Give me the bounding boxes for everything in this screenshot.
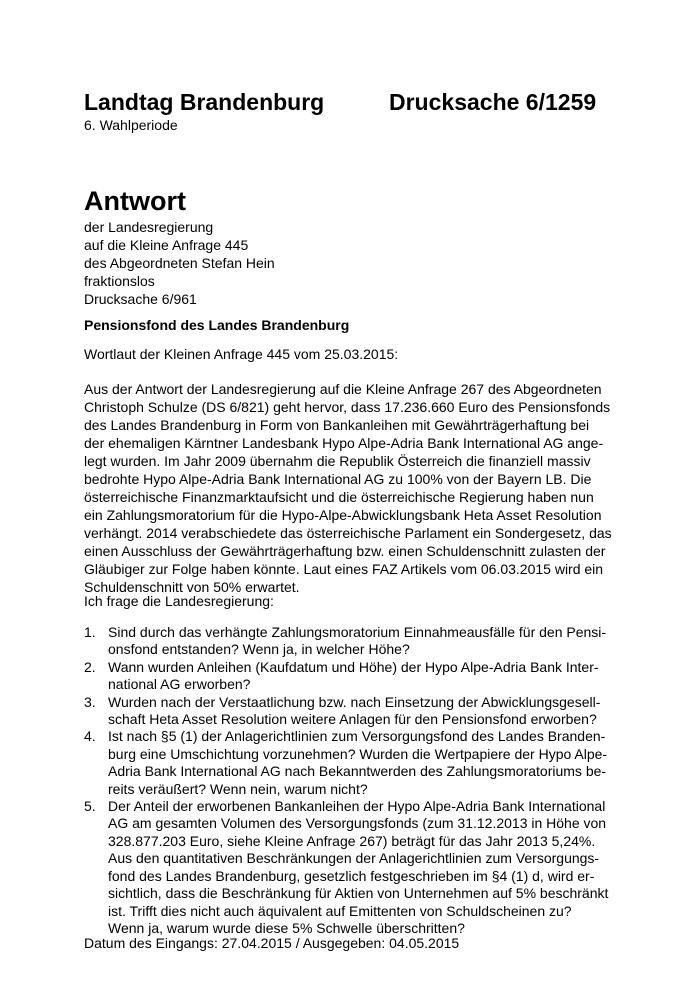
intro-text: Wortlaut der Kleinen Anfrage 445 vom 25.03.2015:: [84, 346, 399, 362]
question-line: Wurden nach der Verstaatlichung bzw. nach Einsetzung der Abwicklungsgesell-: [108, 693, 601, 710]
question-list: [84, 624, 617, 937]
question-line: Ist nach §5 (1) der Anlagerichtlinien zum Versorgungsfond des Landes Branden-: [108, 728, 606, 745]
body-line: der ehemaligen Kärntner Landesbank Hypo Alpe-Adria Bank International AG ange-: [84, 435, 604, 451]
body-line: bedrohte Hypo Alpe-Adria Bank International AG zu 100% von der Bayern LB. Die: [84, 471, 592, 487]
question-number: 2.: [84, 658, 96, 675]
subtitle-block: [84, 218, 604, 308]
question-number: 4.: [84, 728, 96, 745]
document-number: Drucksache 6/1259: [389, 89, 597, 115]
question-line: Sind durch das verhängte Zahlungsmoratorium Einnahmeausfälle für den Pensi-: [108, 624, 607, 640]
question-line: onsfond entstanden? Wenn ja, in welcher Höhe?: [108, 641, 410, 658]
body-line: verhängt. 2014 verabschiedete das österreichische Parlament ein Sondergesetz, das: [84, 525, 612, 541]
body-line: ein Zahlungsmoratorium für die Hypo-Alpe-Abwicklungsbank Heta Asset Resolution: [84, 507, 602, 523]
subtitle-line: auf die Kleine Anfrage 445: [84, 237, 249, 253]
body-line: Christoph Schulze (DS 6/821) geht hervor, dass 17.236.660 Euro des Pensionsfonds: [84, 399, 611, 415]
question-line: burg eine Umschichtung vorzunehmen? Wurden die Wertpapiere der Hypo Alpe-: [108, 745, 608, 762]
election-period: 6. Wahlperiode: [84, 117, 178, 133]
question-intro: Ich frage die Landesregierung:: [84, 593, 274, 609]
question-line: schaft Heta Asset Resolution weitere Anlagen für den Pensionsfond erworben?: [108, 711, 597, 728]
question-line: Wann wurden Anleihen (Kaufdatum und Höhe) der Hypo Alpe-Adria Bank Inter-: [108, 658, 599, 675]
question-line: ist. Trifft dies nicht auch äquivalent auf Emittenten von Schuldscheinen zu?: [108, 902, 572, 919]
question-item: [84, 624, 617, 659]
subtitle-line: des Abgeordneten Stefan Hein: [84, 255, 275, 271]
question-number: 3.: [84, 693, 96, 710]
document-title: Antwort: [84, 186, 186, 216]
body-line: Aus der Antwort der Landesregierung auf die Kleine Anfrage 267 des Abgeordneten: [84, 381, 602, 397]
question-number: 5.: [84, 798, 96, 815]
question-item: [84, 659, 617, 694]
topic-heading: Pensionsfond des Landes Brandenburg: [84, 317, 350, 333]
question-line: reits veräußert? Wenn nein, warum nicht?: [108, 780, 368, 797]
subtitle-line: der Landesregierung: [84, 219, 214, 235]
question-line: Adria Bank International AG nach Bekanntwerden des Zahlungsmoratoriums be-: [108, 763, 607, 780]
question-intro-paragraph: [84, 592, 616, 610]
question-item: [84, 798, 617, 937]
question-line: Der Anteil der erworbenen Bankanleihen der Hypo Alpe-Adria Bank International: [108, 798, 606, 815]
body-line: des Landes Brandenburg in Form von Bankanleihen mit Gewährträgerhaftung bei: [84, 417, 590, 433]
body-line: österreichische Finanzmarktaufsicht und die österreichische Regierung haben nun: [84, 489, 594, 505]
question-line: 328.877.203 Euro, siehe Kleine Anfrage 267) beträgt für das Jahr 2013 5,24%.: [108, 832, 596, 849]
question-line: AG am gesamten Volumen des Versorgungsfonds (zum 31.12.2013 in Höhe von: [108, 815, 607, 832]
footer-dates: Datum des Eingangs: 27.04.2015 / Ausgegeben: 04.05.2015: [84, 935, 460, 951]
question-line: sichtlich, dass die Beschränkung für Aktien von Unternehmen auf 5% beschränkt: [108, 885, 609, 902]
body-line: Schuldenschnitt von 50% erwartet.: [84, 579, 300, 595]
body-line: Gläubiger zur Folge haben könnte. Laut eines FAZ Artikels vom 06.03.2015 wird ein: [84, 561, 604, 577]
subtitle-line: Drucksache 6/961: [84, 291, 197, 307]
question-line: national AG erworben?: [108, 676, 251, 693]
question-number: 1.: [84, 624, 96, 640]
question-item: [84, 694, 617, 729]
body-line: legt wurden. Im Jahr 2009 übernahm die Republik Österreich die finanziell massiv: [84, 453, 591, 469]
question-item: [84, 728, 617, 798]
subtitle-line: fraktionslos: [84, 273, 155, 289]
body-line: einen Ausschluss der Gewährträgerhaftung bzw. einen Schuldenschnitt zulasten der: [84, 543, 606, 559]
question-line: Aus den quantitativen Beschränkungen der Anlagerichtlinien zum Versorgungs-: [108, 850, 600, 867]
question-line: Wenn ja, warum wurde diese 5% Schwelle überschritten?: [108, 919, 465, 936]
parliament-title: Landtag Brandenburg: [84, 89, 325, 115]
intro-paragraph: [84, 345, 616, 363]
question-line: fond des Landes Brandenburg, gesetzlich festgeschrieben im §4 (1) d, wird er-: [108, 867, 595, 884]
body-paragraph: [84, 380, 616, 596]
